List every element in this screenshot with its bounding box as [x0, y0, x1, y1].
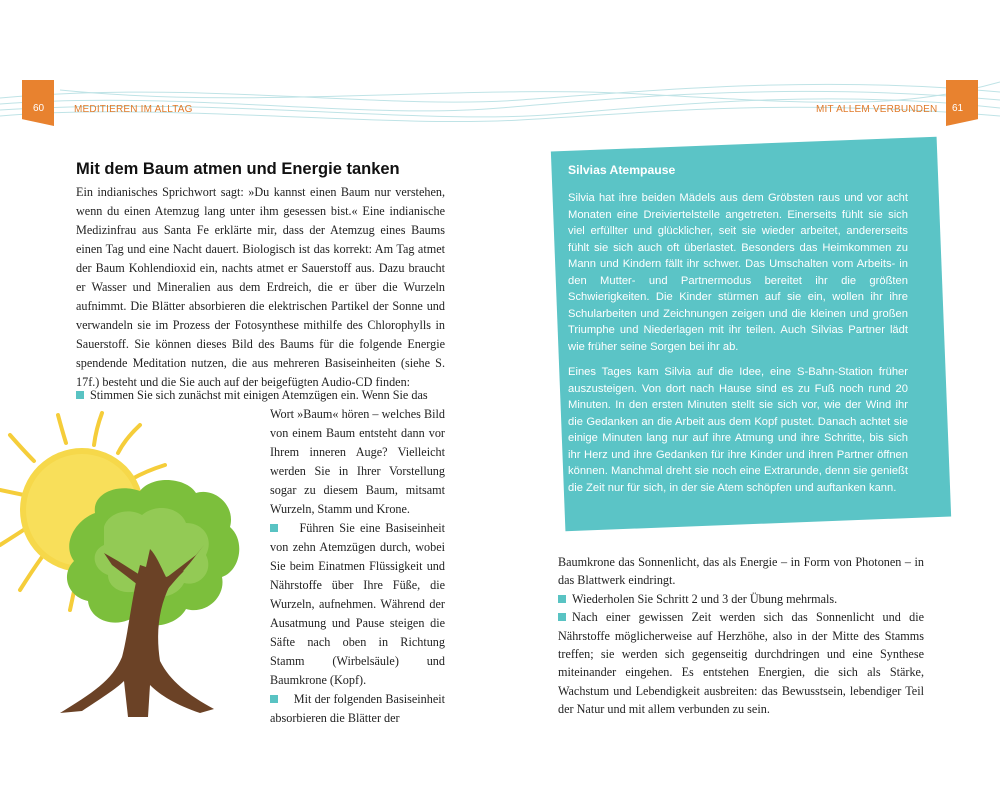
bullet-4-text: Wiederholen Sie Schritt 2 und 3 der Übung mehrmals. [572, 591, 838, 606]
story-box-title: Silvias Atempause [568, 163, 676, 177]
bullet-5-text: Nach einer gewissen Zeit werden sich das Sonnenlicht und die Nährstoffe möglicherweise auf Herzhöhe, also in der Mitte des Stamms treffen; sie werden sich gegenseitig durchdringen und eine Synthese miteinander eingehen. Es entstehen Energien, die sich als Stärke, Wachstum und Lebendigkeit ausbreiten: das Bewusstsein, lebendiger Teil der Natur und mit allem verbunden zu sein. [558, 610, 924, 717]
left-page-number: 60 [33, 103, 45, 114]
right-page-number: 61 [952, 103, 964, 114]
bullet-1-start-text: Stimmen Sie sich zunächst mit einigen Atemzügen ein. Wenn Sie das [90, 388, 428, 402]
intro-paragraph: Ein indianisches Sprichwort sagt: »Du kannst einen Baum nur verstehen, wenn du einen Atemzug lang unter ihm gesessen bist.« Eine indianische Medizinfrau aus Santa Fe erklärte mir, dass der Atemzug eines Baums einen Tag und eine Nacht dauert. Biologisch ist das korrekt: Am Tag atmet der Baum Kohlendioxid ein, nachts atmet er Sauerstoff aus. Dazu braucht er Wasser und Mineralien aus dem Erdreich, die er über die Wurzeln aufnimmt. Die Blätter absorbieren die elektrischen Partikel der Sonne und verwandeln sie im Prozess der Fotosynthese mithilfe des Chlorophylls in Sauerstoff. Sie können dieses Bild des Baums für die folgende Energie spendende Meditation nutzen, die aus mehreren Basiseinheiten (siehe S. 17f.) besteht und die Sie auch auf der beigefügten Audio-CD finden: [76, 185, 445, 389]
left-running-head: MEDITIEREN IM ALLTAG [74, 104, 193, 115]
right-running-head: MIT ALLEM VERBUNDEN [816, 104, 938, 115]
bullet-square-icon [558, 613, 566, 621]
right-column [558, 553, 924, 719]
bullet-square-icon [558, 595, 566, 603]
story-paragraph-2: Eines Tages kam Silvia auf die Idee, eine S-Bahn-Station früher auszusteigen. Von dort nach Hause sind es zu Fuß noch rund 20 Minuten. In den ersten Minuten stellt sie sich vor, wie der Wind ihr die Gedanken an die Arbeit aus dem Kopf pustet. Danach achtet sie einige Minuten lang nur auf ihre Atmung und ihre Schritte, bis sich ihr Herz und ihre Gedanken für ihre Kinder und ihren Partner öffnen können. Manchmal dreht sie noch eine Extrarunde, denn sie genießt die Zeit nur für sich, in der sie Atem schöpfen und auftanken kann. [568, 366, 908, 494]
bullet-2-text: Führen Sie eine Basiseinheit von zehn Atemzügen durch, wobei Sie beim Einatmen Flüssigkeit und Nährstoffe über Ihre Füße, die Wurzeln, aufnehmen. Während der Ausatmung und Pause steigen die Säfte nach oben in Richtung Stamm (Wirbelsäule) und Baumkrone (Kopf). [270, 521, 445, 687]
bullet-square-icon [270, 695, 278, 703]
left-narrow-column [270, 405, 445, 728]
bullet-3-text: Mit der folgenden Basiseinheit absorbieren die Blätter der [270, 692, 446, 725]
bullet-square-icon [270, 524, 278, 532]
bullet-1-rest-text: Wort »Baum« hören – welches Bild von einem Baum entsteht dann vor Ihrem inneren Auge? Vielleicht werden Sie in Ihrer Vorstellung sogar zu diesem Baum, mitsamt Wurzeln, Stamm und Krone. [270, 407, 445, 516]
section-heading: Mit dem Baum atmen und Energie tanken [76, 160, 400, 178]
sun-and-tree-illustration [0, 395, 260, 725]
story-paragraph-1: Silvia hat ihre beiden Mädels aus dem Gröbsten raus und vor acht Monaten eine Dreiviertelstelle angetreten. Einerseits fühlt sie sich viel erfüllter und glücklicher, seit sie wieder arbeitet, andererseits fühlt sie sich auch oft überlastet. Besonders das Heimkommen zu Mann und Kindern fällt ihr schwer. Das Umschalten vom Arbeits- in den Mutter- und Partnermodus bereitet ihr die größten Schwierigkeiten. Die Kinder stürmen auf sie ein, wollen ihr ihre Schularbeiten und Zeichnungen zeigen und die kleinen und großen Triumphe und Niederlagen mit ihr teilen. Auch Silvias Partner lädt wie früher seine Sorgen bei ihr ab. [568, 192, 908, 353]
continuation-paragraph: Baumkrone das Sonnenlicht, das als Energie – in Form von Photonen – in das Blattwerk eindringt. [558, 555, 924, 588]
story-box [568, 163, 908, 505]
left-column [76, 160, 445, 392]
